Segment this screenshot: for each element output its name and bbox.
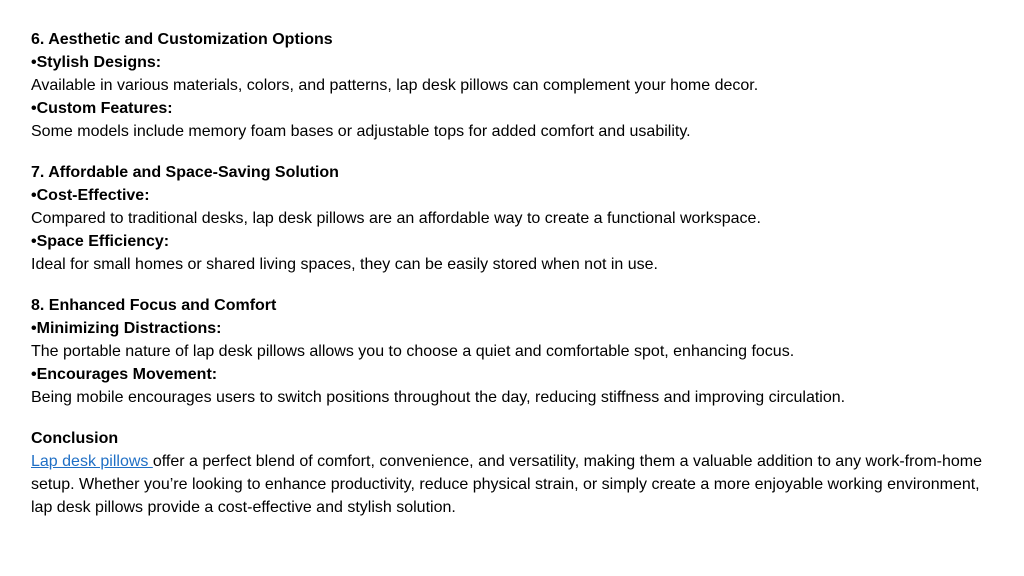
- section-heading: 7. Affordable and Space-Saving Solution: [31, 164, 339, 181]
- section-heading: 8. Enhanced Focus and Comfort: [31, 297, 277, 314]
- bullet-item-text: Compared to traditional desks, lap desk pillows are an affordable way to create a functional workspace.: [31, 210, 761, 227]
- bullet-item-title: Space Efficiency:: [36, 233, 170, 250]
- bullet-item-text: Some models include memory foam bases or adjustable tops for added comfort and usability.: [31, 123, 691, 140]
- bullet-item-text: Ideal for small homes or shared living spaces, they can be easily stored when not in use.: [31, 256, 658, 273]
- bullet-icon: •: [31, 100, 37, 117]
- conclusion-text: offer a perfect blend of comfort, convenience, and versatility, making them a valuable addition to any work-from-home setup. Whether you’re looking to enhance productivity, reduce physical strain, or simply create a more enjoyable working environment, lap desk pillows provide a cost-effective and stylish solution.: [31, 453, 983, 516]
- bullet-item-text: Being mobile encourages users to switch positions throughout the day, reducing stiffness and improving circulation.: [31, 389, 846, 406]
- bullet-item-title: Custom Features:: [36, 100, 173, 117]
- bullet-item-title: Cost-Effective:: [36, 187, 150, 204]
- bullet-item: [31, 51, 991, 74]
- lap-desk-pillows-link[interactable]: Lap desk pillows: [31, 453, 153, 470]
- conclusion-paragraph: [31, 450, 991, 519]
- bullet-icon: •: [31, 320, 37, 337]
- bullet-item: [31, 317, 991, 340]
- bullet-item-text: Available in various materials, colors, and patterns, lap desk pillows can complement your home decor.: [31, 77, 759, 94]
- section-affordable-space-saving: [31, 161, 991, 276]
- bullet-icon: •: [31, 366, 37, 383]
- conclusion-heading: Conclusion: [31, 430, 119, 447]
- bullet-icon: •: [31, 233, 37, 250]
- bullet-item: [31, 363, 991, 386]
- bullet-item-title: Encourages Movement:: [36, 366, 218, 383]
- slide-content: [31, 28, 991, 519]
- bullet-item-title: Minimizing Distractions:: [36, 320, 222, 337]
- bullet-item-title: Stylish Designs:: [36, 54, 162, 71]
- section-focus-comfort: [31, 294, 991, 409]
- bullet-icon: •: [31, 54, 37, 71]
- section-aesthetic-customization: [31, 28, 991, 143]
- bullet-item: [31, 97, 991, 120]
- bullet-icon: •: [31, 187, 37, 204]
- bullet-item-text: The portable nature of lap desk pillows allows you to choose a quiet and comfortable spot, enhancing focus.: [31, 343, 795, 360]
- bullet-item: [31, 230, 991, 253]
- section-heading: 6. Aesthetic and Customization Options: [31, 31, 333, 48]
- section-conclusion: [31, 427, 991, 519]
- bullet-item: [31, 184, 991, 207]
